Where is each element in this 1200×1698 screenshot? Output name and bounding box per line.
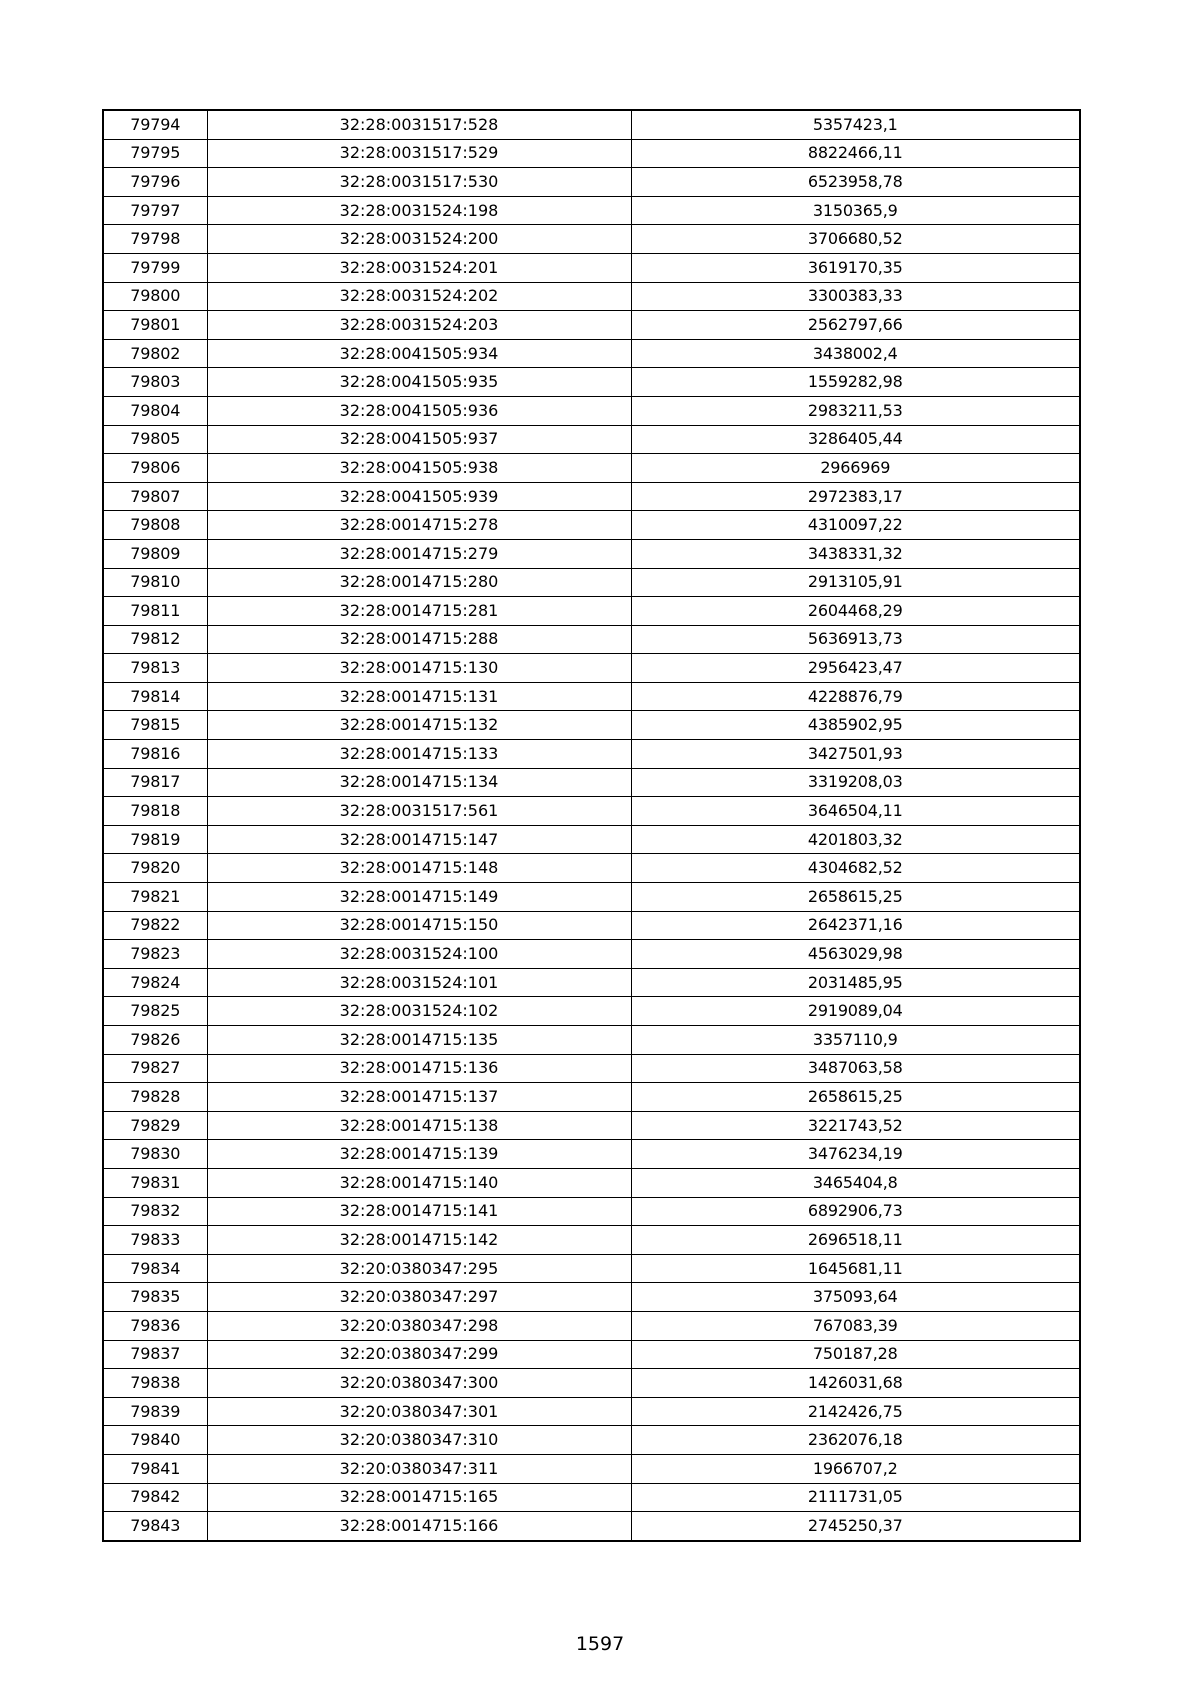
- cadastral-number-cell: 32:28:0014715:150: [207, 911, 631, 940]
- table-row: [103, 797, 1080, 826]
- row-number-cell: 79815: [103, 711, 207, 740]
- value-cell: 3427501,93: [631, 740, 1080, 769]
- cadastral-number-cell: 32:28:0031524:198: [207, 196, 631, 225]
- cadastral-number-cell: 32:28:0014715:278: [207, 511, 631, 540]
- row-number-cell: 79805: [103, 425, 207, 454]
- table-row: [103, 883, 1080, 912]
- table-row: [103, 1283, 1080, 1312]
- value-cell: 3357110,9: [631, 1026, 1080, 1055]
- cadastral-number-cell: 32:28:0014715:148: [207, 854, 631, 883]
- cadastral-number-cell: 32:28:0041505:936: [207, 396, 631, 425]
- value-cell: 2919089,04: [631, 997, 1080, 1026]
- cadastral-number-cell: 32:28:0014715:133: [207, 740, 631, 769]
- value-cell: 4385902,95: [631, 711, 1080, 740]
- row-number-cell: 79819: [103, 825, 207, 854]
- table-row: [103, 768, 1080, 797]
- table-row: [103, 968, 1080, 997]
- table-row: [103, 940, 1080, 969]
- value-cell: 3286405,44: [631, 425, 1080, 454]
- row-number-cell: 79808: [103, 511, 207, 540]
- row-number-cell: 79843: [103, 1512, 207, 1541]
- value-cell: 2972383,17: [631, 482, 1080, 511]
- row-number-cell: 79795: [103, 139, 207, 168]
- cadastral-number-cell: 32:20:0380347:298: [207, 1311, 631, 1340]
- value-cell: 2658615,25: [631, 1083, 1080, 1112]
- value-cell: 4310097,22: [631, 511, 1080, 540]
- table-row: [103, 1397, 1080, 1426]
- cadastral-number-cell: 32:28:0014715:280: [207, 568, 631, 597]
- row-number-cell: 79824: [103, 968, 207, 997]
- cadastral-number-cell: 32:28:0014715:139: [207, 1140, 631, 1169]
- table-row: [103, 1083, 1080, 1112]
- value-cell: 1426031,68: [631, 1369, 1080, 1398]
- row-number-cell: 79840: [103, 1426, 207, 1455]
- cadastral-number-cell: 32:28:0014715:131: [207, 682, 631, 711]
- row-number-cell: 79828: [103, 1083, 207, 1112]
- table-row: [103, 1311, 1080, 1340]
- cadastral-number-cell: 32:28:0041505:934: [207, 339, 631, 368]
- row-number-cell: 79837: [103, 1340, 207, 1369]
- row-number-cell: 79807: [103, 482, 207, 511]
- row-number-cell: 79833: [103, 1226, 207, 1255]
- value-cell: 3221743,52: [631, 1111, 1080, 1140]
- table-row: [103, 568, 1080, 597]
- value-cell: 2956423,47: [631, 654, 1080, 683]
- value-cell: 3465404,8: [631, 1168, 1080, 1197]
- table-row: [103, 1168, 1080, 1197]
- row-number-cell: 79813: [103, 654, 207, 683]
- row-number-cell: 79797: [103, 196, 207, 225]
- value-cell: 2604468,29: [631, 597, 1080, 626]
- row-number-cell: 79841: [103, 1454, 207, 1483]
- table-row: [103, 253, 1080, 282]
- table-row: [103, 911, 1080, 940]
- value-cell: 3476234,19: [631, 1140, 1080, 1169]
- value-cell: 3646504,11: [631, 797, 1080, 826]
- row-number-cell: 79810: [103, 568, 207, 597]
- value-cell: 2745250,37: [631, 1512, 1080, 1541]
- row-number-cell: 79817: [103, 768, 207, 797]
- cadastral-number-cell: 32:28:0031517:528: [207, 110, 631, 139]
- row-number-cell: 79798: [103, 225, 207, 254]
- value-cell: 1966707,2: [631, 1454, 1080, 1483]
- cadastral-number-cell: 32:28:0014715:130: [207, 654, 631, 683]
- cadastral-number-cell: 32:28:0014715:279: [207, 539, 631, 568]
- value-cell: 3438002,4: [631, 339, 1080, 368]
- cadastral-number-cell: 32:28:0014715:165: [207, 1483, 631, 1512]
- table-row: [103, 511, 1080, 540]
- row-number-cell: 79799: [103, 253, 207, 282]
- table-row: [103, 282, 1080, 311]
- value-cell: 6523958,78: [631, 168, 1080, 197]
- value-cell: 3319208,03: [631, 768, 1080, 797]
- cadastral-number-cell: 32:28:0014715:142: [207, 1226, 631, 1255]
- table-row: [103, 110, 1080, 139]
- table-row: [103, 1483, 1080, 1512]
- value-cell: 4228876,79: [631, 682, 1080, 711]
- table-row: [103, 1111, 1080, 1140]
- cadastral-number-cell: 32:28:0031524:102: [207, 997, 631, 1026]
- page-number: 1597: [575, 1633, 625, 1655]
- table-row: [103, 139, 1080, 168]
- cadastral-number-cell: 32:28:0041505:938: [207, 454, 631, 483]
- value-cell: 5636913,73: [631, 625, 1080, 654]
- row-number-cell: 79836: [103, 1311, 207, 1340]
- cadastral-number-cell: 32:28:0031517:529: [207, 139, 631, 168]
- cadastral-number-cell: 32:20:0380347:310: [207, 1426, 631, 1455]
- table-row: [103, 825, 1080, 854]
- cadastral-number-cell: 32:28:0014715:135: [207, 1026, 631, 1055]
- value-cell: 4304682,52: [631, 854, 1080, 883]
- table-row: [103, 339, 1080, 368]
- value-cell: 8822466,11: [631, 139, 1080, 168]
- value-cell: 2362076,18: [631, 1426, 1080, 1455]
- row-number-cell: 79831: [103, 1168, 207, 1197]
- table-row: [103, 1026, 1080, 1055]
- value-cell: 3706680,52: [631, 225, 1080, 254]
- cadastral-number-cell: 32:28:0031517:530: [207, 168, 631, 197]
- cadastral-number-cell: 32:28:0014715:141: [207, 1197, 631, 1226]
- table-row: [103, 625, 1080, 654]
- table-row: [103, 311, 1080, 340]
- cadastral-number-cell: 32:28:0041505:939: [207, 482, 631, 511]
- row-number-cell: 79838: [103, 1369, 207, 1398]
- value-cell: 767083,39: [631, 1311, 1080, 1340]
- cadastral-number-cell: 32:28:0031524:202: [207, 282, 631, 311]
- row-number-cell: 79835: [103, 1283, 207, 1312]
- cadastral-number-cell: 32:28:0031524:100: [207, 940, 631, 969]
- value-cell: 1645681,11: [631, 1254, 1080, 1283]
- value-cell: 2913105,91: [631, 568, 1080, 597]
- value-cell: 375093,64: [631, 1283, 1080, 1312]
- row-number-cell: 79794: [103, 110, 207, 139]
- row-number-cell: 79842: [103, 1483, 207, 1512]
- value-cell: 6892906,73: [631, 1197, 1080, 1226]
- value-cell: 1559282,98: [631, 368, 1080, 397]
- value-cell: 4201803,32: [631, 825, 1080, 854]
- table-row: [103, 1369, 1080, 1398]
- row-number-cell: 79804: [103, 396, 207, 425]
- table-row: [103, 682, 1080, 711]
- value-cell: 2142426,75: [631, 1397, 1080, 1426]
- value-cell: 3150365,9: [631, 196, 1080, 225]
- value-cell: 2031485,95: [631, 968, 1080, 997]
- cadastral-number-cell: 32:28:0014715:138: [207, 1111, 631, 1140]
- row-number-cell: 79812: [103, 625, 207, 654]
- cadastral-number-cell: 32:28:0014715:137: [207, 1083, 631, 1112]
- table-row: [103, 1140, 1080, 1169]
- table-row: [103, 1426, 1080, 1455]
- cadastral-number-cell: 32:28:0031524:200: [207, 225, 631, 254]
- value-cell: 4563029,98: [631, 940, 1080, 969]
- cadastral-number-cell: 32:20:0380347:301: [207, 1397, 631, 1426]
- row-number-cell: 79818: [103, 797, 207, 826]
- cadastral-number-cell: 32:28:0041505:937: [207, 425, 631, 454]
- table-row: [103, 425, 1080, 454]
- table-row: [103, 539, 1080, 568]
- table-row: [103, 740, 1080, 769]
- table-row: [103, 396, 1080, 425]
- row-number-cell: 79826: [103, 1026, 207, 1055]
- row-number-cell: 79800: [103, 282, 207, 311]
- cadastral-number-cell: 32:28:0014715:166: [207, 1512, 631, 1541]
- cadastral-number-cell: 32:28:0014715:134: [207, 768, 631, 797]
- row-number-cell: 79811: [103, 597, 207, 626]
- row-number-cell: 79801: [103, 311, 207, 340]
- cadastral-number-cell: 32:28:0031524:203: [207, 311, 631, 340]
- table-row: [103, 168, 1080, 197]
- cadastral-number-cell: 32:20:0380347:311: [207, 1454, 631, 1483]
- cadastral-number-cell: 32:28:0014715:149: [207, 883, 631, 912]
- table-row: [103, 482, 1080, 511]
- value-cell: 2983211,53: [631, 396, 1080, 425]
- table-row: [103, 196, 1080, 225]
- table-row: [103, 225, 1080, 254]
- row-number-cell: 79803: [103, 368, 207, 397]
- value-cell: 750187,28: [631, 1340, 1080, 1369]
- cadastral-number-cell: 32:28:0014715:132: [207, 711, 631, 740]
- table-row: [103, 597, 1080, 626]
- row-number-cell: 79796: [103, 168, 207, 197]
- cadastral-value-table: [102, 109, 1081, 1542]
- row-number-cell: 79820: [103, 854, 207, 883]
- cadastral-number-cell: 32:28:0014715:136: [207, 1054, 631, 1083]
- row-number-cell: 79827: [103, 1054, 207, 1083]
- table-row: [103, 654, 1080, 683]
- cadastral-number-cell: 32:20:0380347:297: [207, 1283, 631, 1312]
- value-cell: 2966969: [631, 454, 1080, 483]
- table-row: [103, 997, 1080, 1026]
- table-row: [103, 454, 1080, 483]
- row-number-cell: 79806: [103, 454, 207, 483]
- row-number-cell: 79832: [103, 1197, 207, 1226]
- cadastral-number-cell: 32:28:0014715:147: [207, 825, 631, 854]
- cadastral-number-cell: 32:20:0380347:300: [207, 1369, 631, 1398]
- cadastral-number-cell: 32:28:0031517:561: [207, 797, 631, 826]
- cadastral-number-cell: 32:20:0380347:299: [207, 1340, 631, 1369]
- table-row: [103, 1054, 1080, 1083]
- table-row: [103, 1197, 1080, 1226]
- row-number-cell: 79809: [103, 539, 207, 568]
- row-number-cell: 79802: [103, 339, 207, 368]
- row-number-cell: 79829: [103, 1111, 207, 1140]
- value-cell: 2562797,66: [631, 311, 1080, 340]
- value-cell: 3487063,58: [631, 1054, 1080, 1083]
- value-cell: 3619170,35: [631, 253, 1080, 282]
- row-number-cell: 79816: [103, 740, 207, 769]
- row-number-cell: 79839: [103, 1397, 207, 1426]
- row-number-cell: 79825: [103, 997, 207, 1026]
- row-number-cell: 79822: [103, 911, 207, 940]
- table-row: [103, 1340, 1080, 1369]
- table-row: [103, 1512, 1080, 1541]
- row-number-cell: 79814: [103, 682, 207, 711]
- row-number-cell: 79834: [103, 1254, 207, 1283]
- cadastral-number-cell: 32:20:0380347:295: [207, 1254, 631, 1283]
- table-row: [103, 1254, 1080, 1283]
- cadastral-number-cell: 32:28:0014715:140: [207, 1168, 631, 1197]
- table-row: [103, 711, 1080, 740]
- table-row: [103, 368, 1080, 397]
- row-number-cell: 79821: [103, 883, 207, 912]
- cadastral-number-cell: 32:28:0031524:101: [207, 968, 631, 997]
- row-number-cell: 79823: [103, 940, 207, 969]
- cadastral-number-cell: 32:28:0014715:288: [207, 625, 631, 654]
- value-cell: 2642371,16: [631, 911, 1080, 940]
- row-number-cell: 79830: [103, 1140, 207, 1169]
- cadastral-number-cell: 32:28:0041505:935: [207, 368, 631, 397]
- cadastral-number-cell: 32:28:0014715:281: [207, 597, 631, 626]
- cadastral-number-cell: 32:28:0031524:201: [207, 253, 631, 282]
- value-cell: 5357423,1: [631, 110, 1080, 139]
- value-cell: 2111731,05: [631, 1483, 1080, 1512]
- value-cell: 3300383,33: [631, 282, 1080, 311]
- value-cell: 2696518,11: [631, 1226, 1080, 1255]
- table-body: [103, 110, 1080, 1541]
- table-row: [103, 1454, 1080, 1483]
- table-row: [103, 1226, 1080, 1255]
- value-cell: 2658615,25: [631, 883, 1080, 912]
- value-cell: 3438331,32: [631, 539, 1080, 568]
- table-row: [103, 854, 1080, 883]
